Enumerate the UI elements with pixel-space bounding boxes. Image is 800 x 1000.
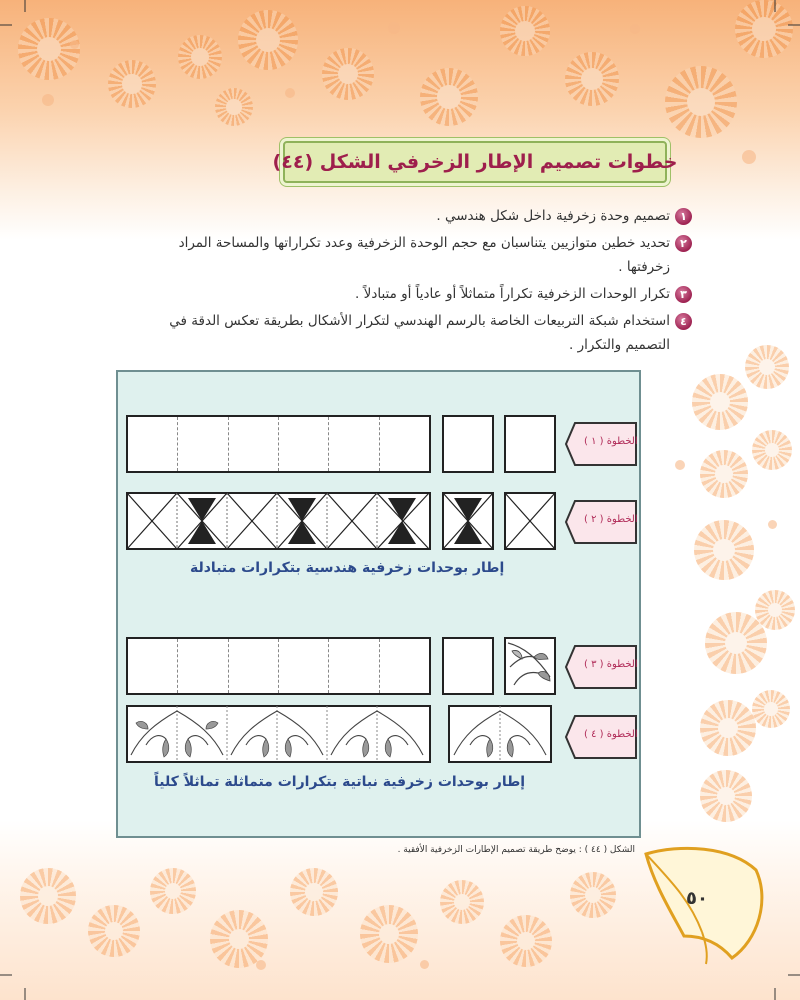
hourglass-unit (442, 492, 494, 550)
step-label-1: الخطوة ( ١ ) (584, 436, 638, 447)
step-text: تصميم وحدة زخرفية داخل شكل هندسي . (436, 208, 670, 224)
caption-floral-frame: إطار بوحدات زخرفية نباتية بتكرارات متماثلة تماثلاً كلياً (154, 774, 526, 790)
page-number: ٥٠ (686, 888, 708, 909)
step-number-badge: ١ (675, 208, 692, 225)
floral-unit (504, 637, 556, 695)
step-item (92, 309, 692, 357)
strip-cell (278, 417, 328, 471)
strip-cell (278, 639, 328, 693)
strip-cell (328, 417, 378, 471)
step-number-badge: ٤ (675, 313, 692, 330)
step-label-3: الخطوة ( ٣ ) (584, 659, 638, 670)
step-item (92, 282, 692, 306)
border-strip-step2 (126, 492, 431, 550)
section-title: خطوات تصميم الإطار الزخرفي الشكل (٤٤) (272, 151, 678, 173)
step-text-continued: التصميم والتكرار . (568, 337, 670, 353)
step-item (92, 231, 692, 279)
step-text-continued: زخرفتها . (618, 259, 670, 275)
strip-cell (328, 639, 378, 693)
border-strip-step1 (126, 415, 431, 473)
figure-caption: الشكل ( ٤٤ ) : يوضح طريقة تصميم الإطارات الزخرفية الأفقية . (397, 845, 635, 855)
strip-cell (379, 417, 429, 471)
unit-square (504, 415, 556, 473)
border-strip-step3 (126, 637, 431, 695)
steps-list (92, 204, 692, 360)
border-strip-step4 (126, 705, 431, 763)
figure-panel (116, 370, 641, 838)
strip-cell (128, 417, 177, 471)
unit-square (442, 637, 494, 695)
step-number-badge: ٣ (675, 286, 692, 303)
step-text: تحديد خطين متوازيين يتناسبان مع حجم الوحدة الزخرفية وعدد تكراراتها والمساحة المراد (178, 235, 670, 251)
strip-cell (379, 639, 429, 693)
strip-cell (128, 639, 177, 693)
cross-unit (504, 492, 556, 550)
unit-square (442, 415, 494, 473)
strip-cell (228, 639, 278, 693)
strip-cell (177, 417, 227, 471)
caption-geometric-frame: إطار بوحدات زخرفية هندسية بتكرارات متبادلة (190, 560, 505, 576)
floral-pair-unit (448, 705, 552, 763)
step-label-2: الخطوة ( ٢ ) (584, 514, 638, 525)
step-number-badge: ٢ (675, 235, 692, 252)
strip-cell (177, 639, 227, 693)
step-text: استخدام شبكة التربيعات الخاصة بالرسم الهندسي لتكرار الأشكال بطريقة تعكس الدقة في (169, 313, 670, 329)
section-title-box (272, 141, 678, 183)
step-item (92, 204, 692, 228)
step-label-4: الخطوة ( ٤ ) (584, 729, 638, 740)
strip-cell (228, 417, 278, 471)
step-text: تكرار الوحدات الزخرفية تكراراً متماثلاً أو عادياً أو متبادلاً . (355, 286, 670, 302)
